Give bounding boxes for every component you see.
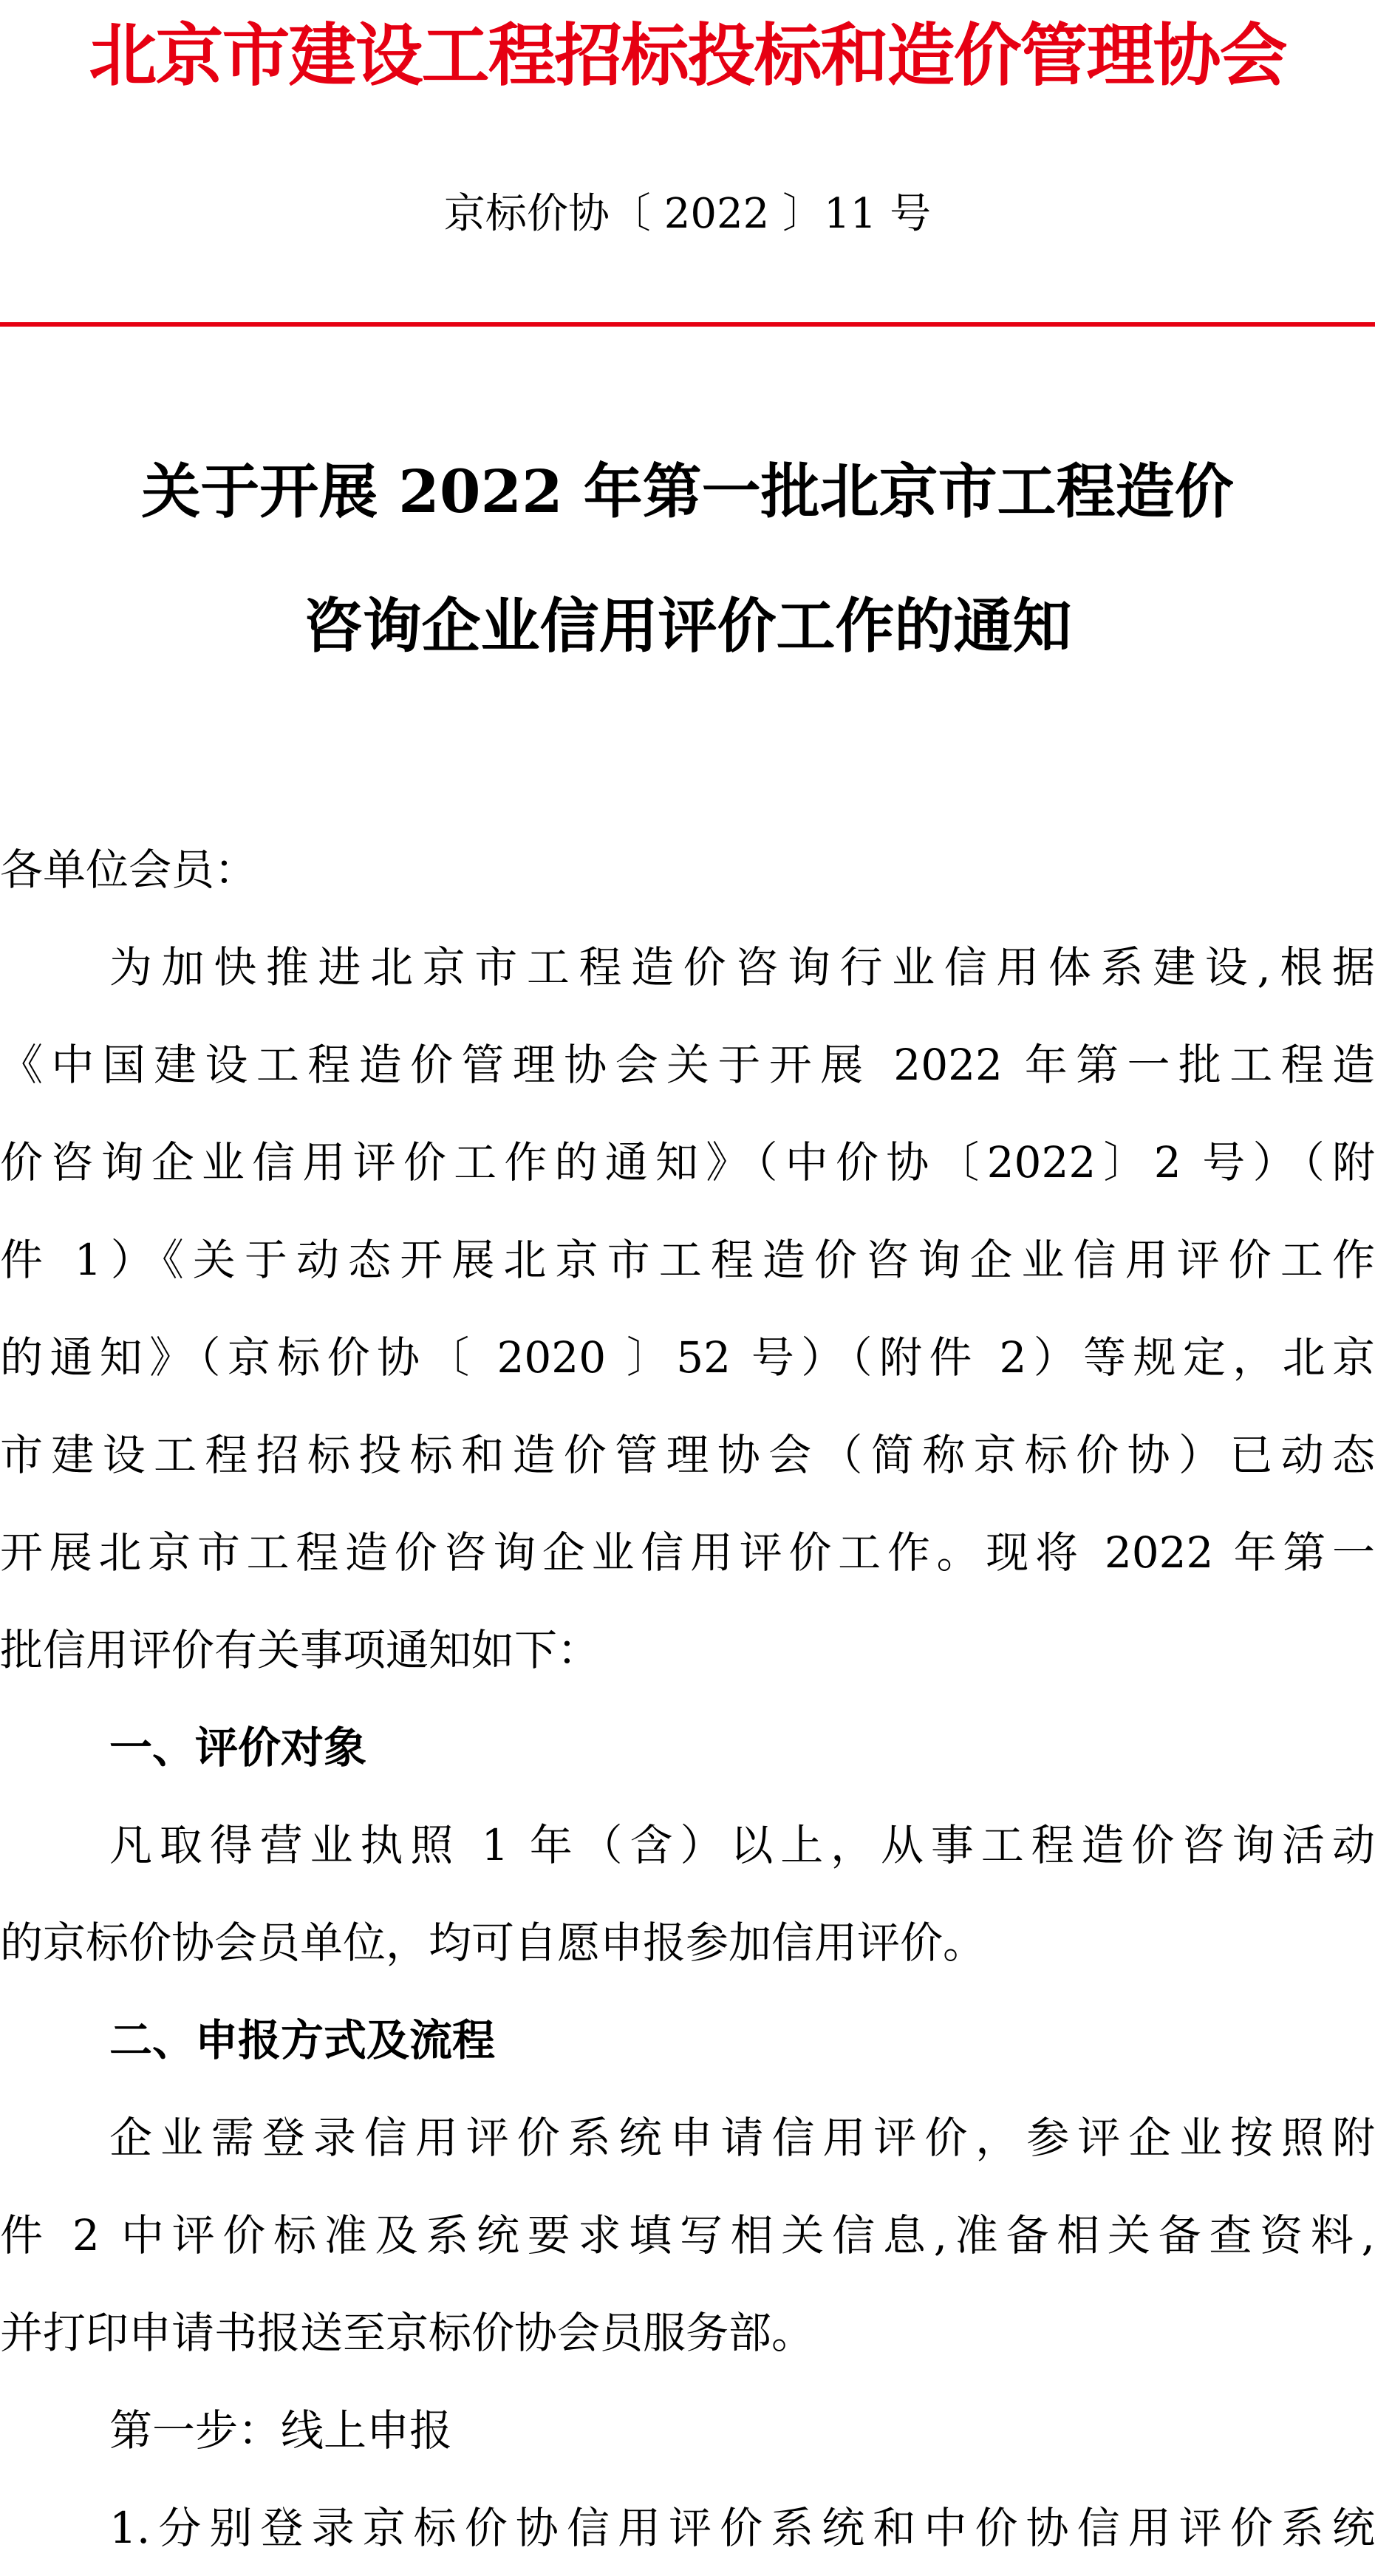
paragraph-3-line: 件 2 中评价标准及系统要求填写相关信息,准备相关备查资料,	[0, 2210, 1375, 2260]
paragraph-2-line: 的京标价协会员单位，均可自愿申报参加信用评价。	[0, 1918, 986, 1968]
red-divider-line	[0, 322, 1375, 327]
paragraph-2-line: 凡取得营业执照 1 年（含）以上，从事工程造价咨询活动	[109, 1820, 1375, 1870]
paragraph-1-line: 开展北京市工程造价咨询企业信用评价工作。现将 2022 年第一	[0, 1527, 1375, 1578]
salutation: 各单位会员：	[0, 845, 258, 895]
paragraph-1-line: 批信用评价有关事项通知如下：	[0, 1625, 601, 1675]
paragraph-1-line: 为加快推进北京市工程造价咨询行业信用体系建设,根据	[109, 942, 1375, 992]
step-1-item-1: 1.分别登录京标价协信用评价系统和中价协信用评价系统	[109, 2503, 1375, 2553]
notice-title-line-1: 关于开展 2022 年第一批北京市工程造价	[141, 457, 1234, 526]
document-number: 京标价协〔 2022 〕11 号	[443, 190, 932, 238]
paragraph-1-line: 的通知》（京标价协〔 2020 〕52 号）（附件 2）等规定，北京	[0, 1332, 1375, 1383]
section-heading-1: 一、评价对象	[109, 1723, 367, 1773]
paragraph-1-line: 市建设工程招标投标和造价管理协会（简称京标价协）已动态	[0, 1430, 1375, 1480]
paragraph-1-line: 价咨询企业信用评价工作的通知》（中价协〔2022〕2 号）（附	[0, 1137, 1375, 1188]
section-heading-2: 二、申报方式及流程	[109, 2015, 496, 2065]
paragraph-1-line: 《中国建设工程造价管理协会关于开展 2022 年第一批工程造	[0, 1040, 1375, 1090]
paragraph-3-line: 并打印申请书报送至京标价协会员服务部。	[0, 2308, 815, 2358]
paragraph-1-line: 件 1）《关于动态开展北京市工程造价咨询企业信用评价工作	[0, 1235, 1375, 1285]
step-1-heading: 第一步：线上申报	[109, 2405, 453, 2456]
notice-title-line-2: 咨询企业信用评价工作的通知	[303, 591, 1072, 661]
paragraph-3-line: 企业需登录信用评价系统申请信用评价，参评企业按照附	[109, 2113, 1375, 2163]
org-header-title: 北京市建设工程招标投标和造价管理协会	[89, 16, 1286, 95]
